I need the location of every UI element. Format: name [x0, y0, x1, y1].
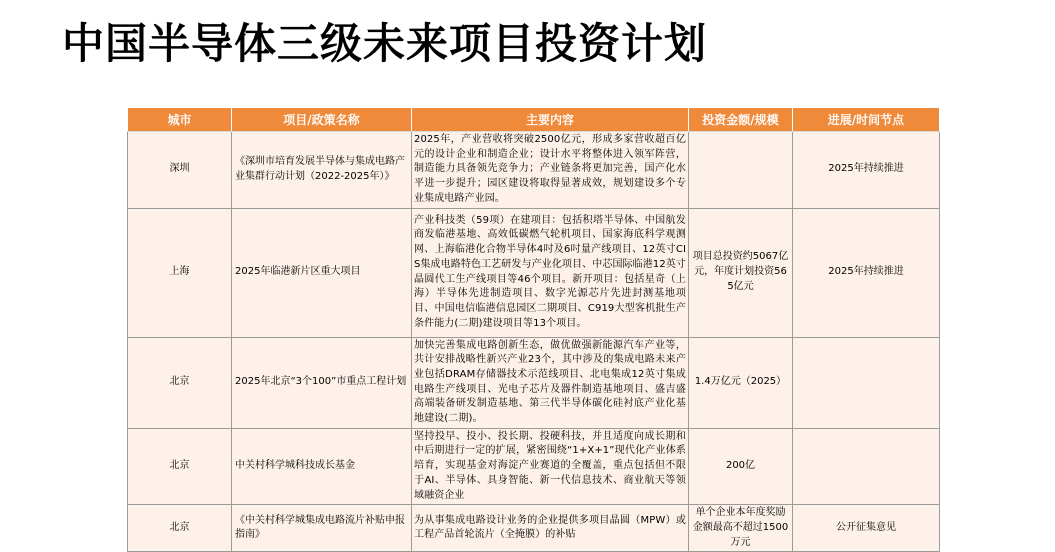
table-row	[128, 132, 940, 209]
header-progress: 进展/时间节点	[793, 108, 940, 132]
table-header-row	[128, 108, 940, 132]
cell-project-name: 《中关村科学城集成电路流片补贴申报指南》	[232, 505, 412, 552]
table-row	[128, 505, 940, 552]
cell-city: 上海	[128, 208, 232, 337]
cell-project-name: 《深圳市培育发展半导体与集成电路产业集群行动计划（2022-2025年）》	[232, 132, 412, 209]
cell-investment-amount: 200亿	[689, 428, 793, 505]
cell-project-name: 2025年北京“3个100”市重点工程计划	[232, 337, 412, 428]
cell-main-content: 坚持投早、投小、投长期、投硬科技，并且适度向成长期和中后期进行一定的扩展，紧密围绕“1+X+1”现代化产业体系培育，实现基金对海淀产业赛道的全覆盖，重点包括但不限于AI、半导体、具身智能、新一代信息技术、商业航天等领域融资企业	[412, 428, 689, 505]
cell-progress	[793, 428, 940, 505]
cell-city: 北京	[128, 505, 232, 552]
cell-investment-amount	[689, 132, 793, 209]
table-row	[128, 428, 940, 505]
cell-city: 北京	[128, 428, 232, 505]
cell-investment-amount: 项目总投资约5067亿元，年度计划投资565亿元	[689, 208, 793, 337]
cell-project-name: 中关村科学城科技成长基金	[232, 428, 412, 505]
cell-investment-amount: 单个企业本年度奖励金额最高不超过1500万元	[689, 505, 793, 552]
cell-progress: 2025年持续推进	[793, 208, 940, 337]
investment-table	[127, 107, 940, 552]
cell-progress: 2025年持续推进	[793, 132, 940, 209]
table-row	[128, 208, 940, 337]
cell-investment-amount: 1.4万亿元（2025）	[689, 337, 793, 428]
cell-main-content: 加快完善集成电路创新生态，做优做强新能源汽车产业等，共计安排战略性新兴产业23个，其中涉及的集成电路未来产业包括DRAM存储器技术示范线项目、北电集成12英寸集成电路生产线项目、光电子芯片及器件制造基地项目、盛吉盛高端装备研发制造基地、第三代半导体碳化硅衬底产业化基地建设(二期)。	[412, 337, 689, 428]
cell-city: 北京	[128, 337, 232, 428]
page-title: 中国半导体三级未来项目投资计划	[62, 19, 708, 68]
header-city: 城市	[128, 108, 232, 132]
cell-project-name: 2025年临港新片区重大项目	[232, 208, 412, 337]
header-project-name: 项目/政策名称	[232, 108, 412, 132]
cell-city: 深圳	[128, 132, 232, 209]
header-investment-amount: 投资金额/规模	[689, 108, 793, 132]
cell-progress: 公开征集意见	[793, 505, 940, 552]
header-main-content: 主要内容	[412, 108, 689, 132]
table-row	[128, 337, 940, 428]
cell-main-content: 为从事集成电路设计业务的企业提供多项目晶圆（MPW）或工程产品首轮流片（全掩膜）的补贴	[412, 505, 689, 552]
cell-progress	[793, 337, 940, 428]
cell-main-content: 产业科技类（59项）在建项目：包括积塔半导体、中国航发商发临港基地、高效低碳燃气轮机项目、国家海底科学观测网、上海临港化合物半导体4吋及6吋量产线项目、12英寸CIS集成电路特色工艺研发与产业化项目、中芯国际临港12英寸晶圆代工生产线项目等46个项目。新开项目：包括星奇（上海）半导体先进制造项目、数字光源芯片先进封测基地项目、中国电信临港信息园区二期项目、C919大型客机批生产条件能力(二期)建设项目等13个项目。	[412, 208, 689, 337]
cell-main-content: 2025年，产业营收将突破2500亿元，形成多家营收超百亿元的设计企业和制造企业；设计水平将整体进入领军阵营，制造能力具备领先竞争力；产业链条将更加完善，国产化水平进一步提升；园区建设将取得显著成效，规划建设多个专业集成电路产业园。	[412, 132, 689, 209]
